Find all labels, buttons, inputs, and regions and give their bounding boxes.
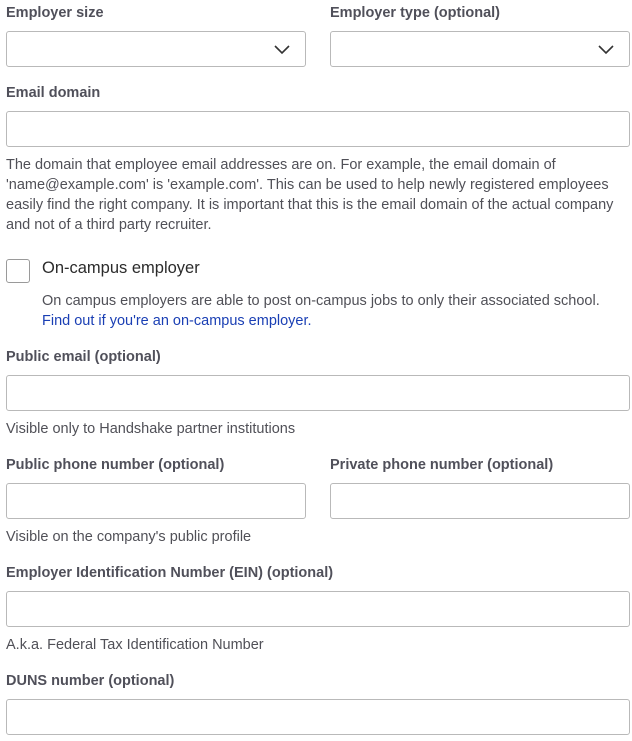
employer-size-label: Employer size bbox=[6, 5, 104, 21]
email-domain-help-line: and not of a third party recruiter. bbox=[6, 217, 212, 233]
email-domain-help-line: easily find the right company. It is important that this is the email domain of the actual company bbox=[6, 197, 614, 213]
public-email-input[interactable] bbox=[7, 376, 629, 410]
email-domain-label: Email domain bbox=[6, 85, 101, 101]
public-phone-label: Public phone number (optional) bbox=[6, 457, 225, 473]
duns-field[interactable] bbox=[6, 699, 630, 735]
duns-input[interactable] bbox=[7, 700, 629, 734]
duns-label: DUNS number (optional) bbox=[6, 673, 175, 689]
email-domain-help bbox=[6, 155, 630, 235]
on-campus-info-link[interactable]: Find out if you're an on-campus employer. bbox=[42, 313, 312, 329]
public-phone-input[interactable] bbox=[7, 484, 305, 518]
public-phone-field[interactable] bbox=[6, 483, 306, 519]
employer-type-label: Employer type (optional) bbox=[330, 5, 500, 21]
public-phone-help: Visible on the company's public profile bbox=[6, 529, 252, 545]
email-domain-help-line: 'name@example.com' is 'example.com'. This can be used to help newly registered employees bbox=[6, 177, 609, 193]
ein-input[interactable] bbox=[7, 592, 629, 626]
email-domain-help-line: The domain that employee email addresses are on. For example, the email domain of bbox=[6, 157, 556, 173]
public-email-field[interactable] bbox=[6, 375, 630, 411]
private-phone-label: Private phone number (optional) bbox=[330, 457, 554, 473]
on-campus-help bbox=[42, 291, 630, 331]
private-phone-field[interactable] bbox=[330, 483, 630, 519]
private-phone-input[interactable] bbox=[331, 484, 629, 518]
chevron-down-icon bbox=[273, 42, 291, 56]
public-email-help: Visible only to Handshake partner institutions bbox=[6, 421, 296, 437]
email-domain-input[interactable] bbox=[7, 112, 629, 146]
on-campus-checkbox[interactable] bbox=[6, 259, 30, 283]
ein-label: Employer Identification Number (EIN) (optional) bbox=[6, 565, 334, 581]
chevron-down-icon bbox=[597, 42, 615, 56]
public-email-label: Public email (optional) bbox=[6, 349, 161, 365]
ein-help: A.k.a. Federal Tax Identification Number bbox=[6, 637, 264, 653]
ein-field[interactable] bbox=[6, 591, 630, 627]
on-campus-help-text: On campus employers are able to post on-campus jobs to only their associated school. bbox=[42, 293, 600, 309]
on-campus-label[interactable]: On-campus employer bbox=[42, 259, 200, 277]
email-domain-field[interactable] bbox=[6, 111, 630, 147]
employer-size-select[interactable] bbox=[6, 31, 306, 67]
employer-type-select[interactable] bbox=[330, 31, 630, 67]
